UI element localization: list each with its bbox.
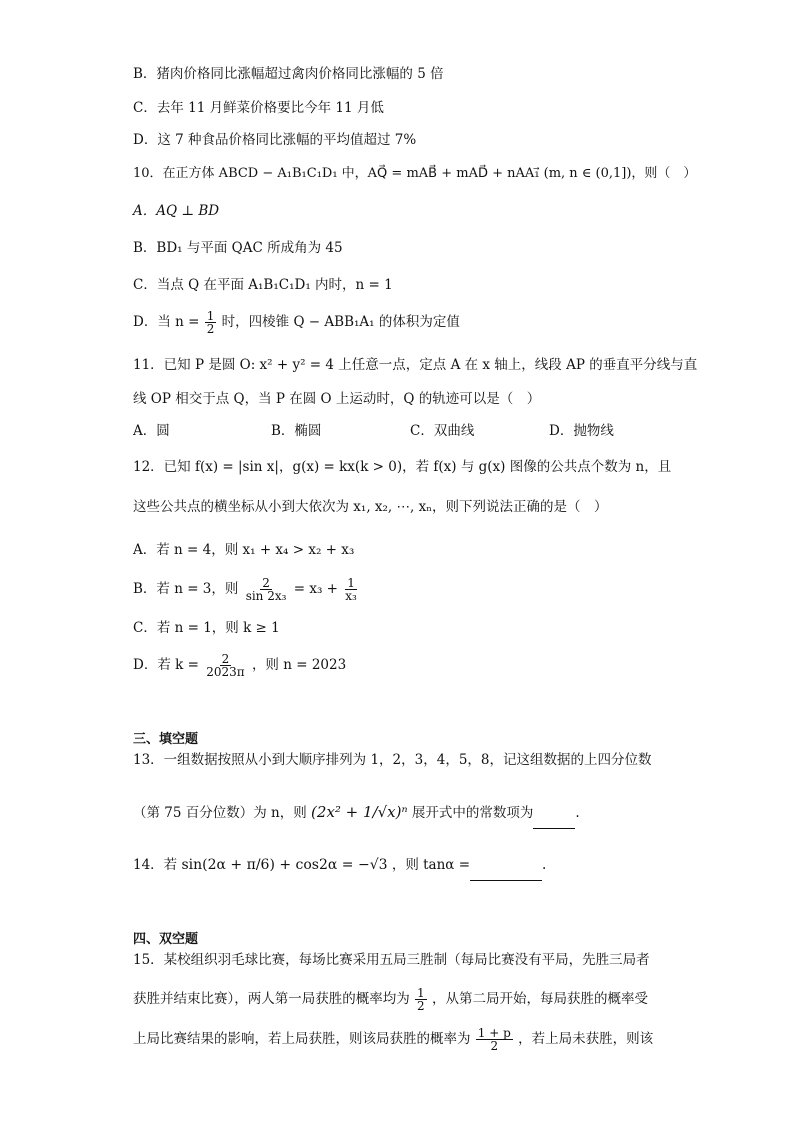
q12-b-numerator: 2 [262,576,270,590]
q10-option-c: C．当点 Q 在平面 A₁B₁C₁D₁ 内时，n = 1 [133,277,393,293]
q12-b-denominator: sin 2x₃ [245,589,287,603]
q13-expression: (2x² + 1/√x)ⁿ [311,803,408,821]
q13-suffix: 展开式中的常数项为 [411,805,534,821]
q12-option-a: A．若 n = 4，则 x₁ + x₄ > x₂ + x₃ [133,542,355,558]
q15-line3-suffix: ，若上局未获胜，则该 [518,1031,654,1047]
q9-option-b: B．猪肉价格同比涨幅超过禽肉价格同比涨幅的 5 倍 [133,66,444,82]
q12-b-denominator2: x₃ [345,589,357,603]
q14-mid: ，则 tanα = [391,857,471,873]
q15-line3 [133,1024,653,1054]
q14-end: . [542,857,547,873]
q13-answer-blank[interactable] [533,798,575,829]
q14-answer-blank[interactable] [470,850,542,881]
q11-line2: 线 OP 相交于点 Q，当 P 在圆 O 上运动时，Q 的轨迹可以是（ ） [133,391,541,407]
q12-option-c: C．若 n = 1，则 k ≥ 1 [133,620,280,636]
section-title-double-blank: 四、双空题 [133,932,199,947]
q10-d-suffix: 时，四棱锥 Q − ABB₁A₁ 的体积为定值 [221,314,460,330]
q12-b-numerator2: 1 [347,576,355,590]
q11-option-a: A．圆 [133,423,170,439]
q10-option-a: A．AQ ⊥ BD [133,203,220,219]
q15-line2-prefix: 获胜并结束比赛），两人第一局获胜的概率均为 [133,991,410,1007]
q15-p-denominator: 2 [490,1039,499,1053]
q12-option-d [133,649,346,681]
q12-d-suffix: ，则 n = 2023 [251,657,347,673]
q15-line2-suffix: ，从第二局开始，每局获胜的概率受 [431,991,648,1007]
q12-d-numerator: 2 [221,652,230,666]
q12-line2: 这些公共点的横坐标从小到大依次为 x₁, x₂, ⋯, xₙ，则下列说法正确的是（ ） [133,499,608,515]
section-title-fill-in: 三、填空题 [133,732,199,747]
q15-fraction-half [415,987,427,1012]
q15-half-numerator: 1 [417,986,425,1000]
q10-option-b: B．BD₁ 与平面 QAC 所成角为 45 [133,240,343,256]
q12-line1: 12．已知 f(x) = |sin x|，g(x) = kx(k > 0)，若 f(x) 与 g(x) 图像的公共点个数为 n，且 [133,459,672,475]
q15-half-denominator: 2 [417,999,425,1013]
q13-line1: 13．一组数据按照从小到大顺序排列为 1，2，3，4，5，8，记这组数据的上四分位数 [133,752,652,768]
q13-end: . [575,805,580,821]
q10-d-prefix: D．当 n = [133,314,200,330]
q14-line [133,850,546,881]
q12-option-b [133,573,360,605]
q10-d-fraction [205,310,217,335]
q15-p-numerator: 1 + p [477,1026,511,1040]
q10-d-denominator: 2 [206,322,215,336]
q12-d-fraction [204,653,246,678]
q14-expression: sin(2α + π/6) + cos2α = −√3 [181,857,388,873]
q9-option-c: C．去年 11 月鲜菜价格要比今年 11 月低 [133,100,384,116]
q15-line2 [133,984,648,1014]
q12-d-prefix: D．若 k = [133,657,199,673]
q10-d-numerator: 1 [206,309,215,323]
q13-prefix: （第 75 百分位数）为 n，则 [133,805,307,821]
q11-option-b: B．椭圆 [271,423,322,439]
q12-d-denominator: 2023π [206,665,245,679]
q12-b-fraction [244,577,289,602]
q12-b-prefix: B．若 n = 3，则 [133,581,239,597]
q13-line2 [133,797,580,829]
q12-b-fraction2 [343,577,359,602]
q11-option-c: C．双曲线 [410,423,475,439]
q15-line1: 15．某校组织羽毛球比赛，每场比赛采用五局三胜制（每局比赛没有平局，先胜三局者 [133,952,650,968]
q11-line1: 11．已知 P 是圆 O: x² + y² = 4 上任意一点，定点 A 在 x 轴上，线段 AP 的垂直平分线与直 [133,357,698,373]
q11-option-d: D．抛物线 [549,423,614,439]
q15-fraction-p [476,1027,513,1052]
q10-option-d [133,307,460,337]
q14-prefix: 14．若 [133,857,178,873]
q12-b-mid: = x₃ + [293,581,338,597]
q15-line3-prefix: 上局比赛结果的影响，若上局获胜，则该局获胜的概率为 [133,1031,471,1047]
q9-option-d: D．这 7 种食品价格同比涨幅的平均值超过 7% [133,132,417,148]
q10-stem: 10．在正方体 ABCD − A₁B₁C₁D₁ 中，AQ⃗ = mAB⃗ + mAD⃗ + nAA₁⃗ (m, n ∈ (0,1])，则（ ） [133,166,697,181]
